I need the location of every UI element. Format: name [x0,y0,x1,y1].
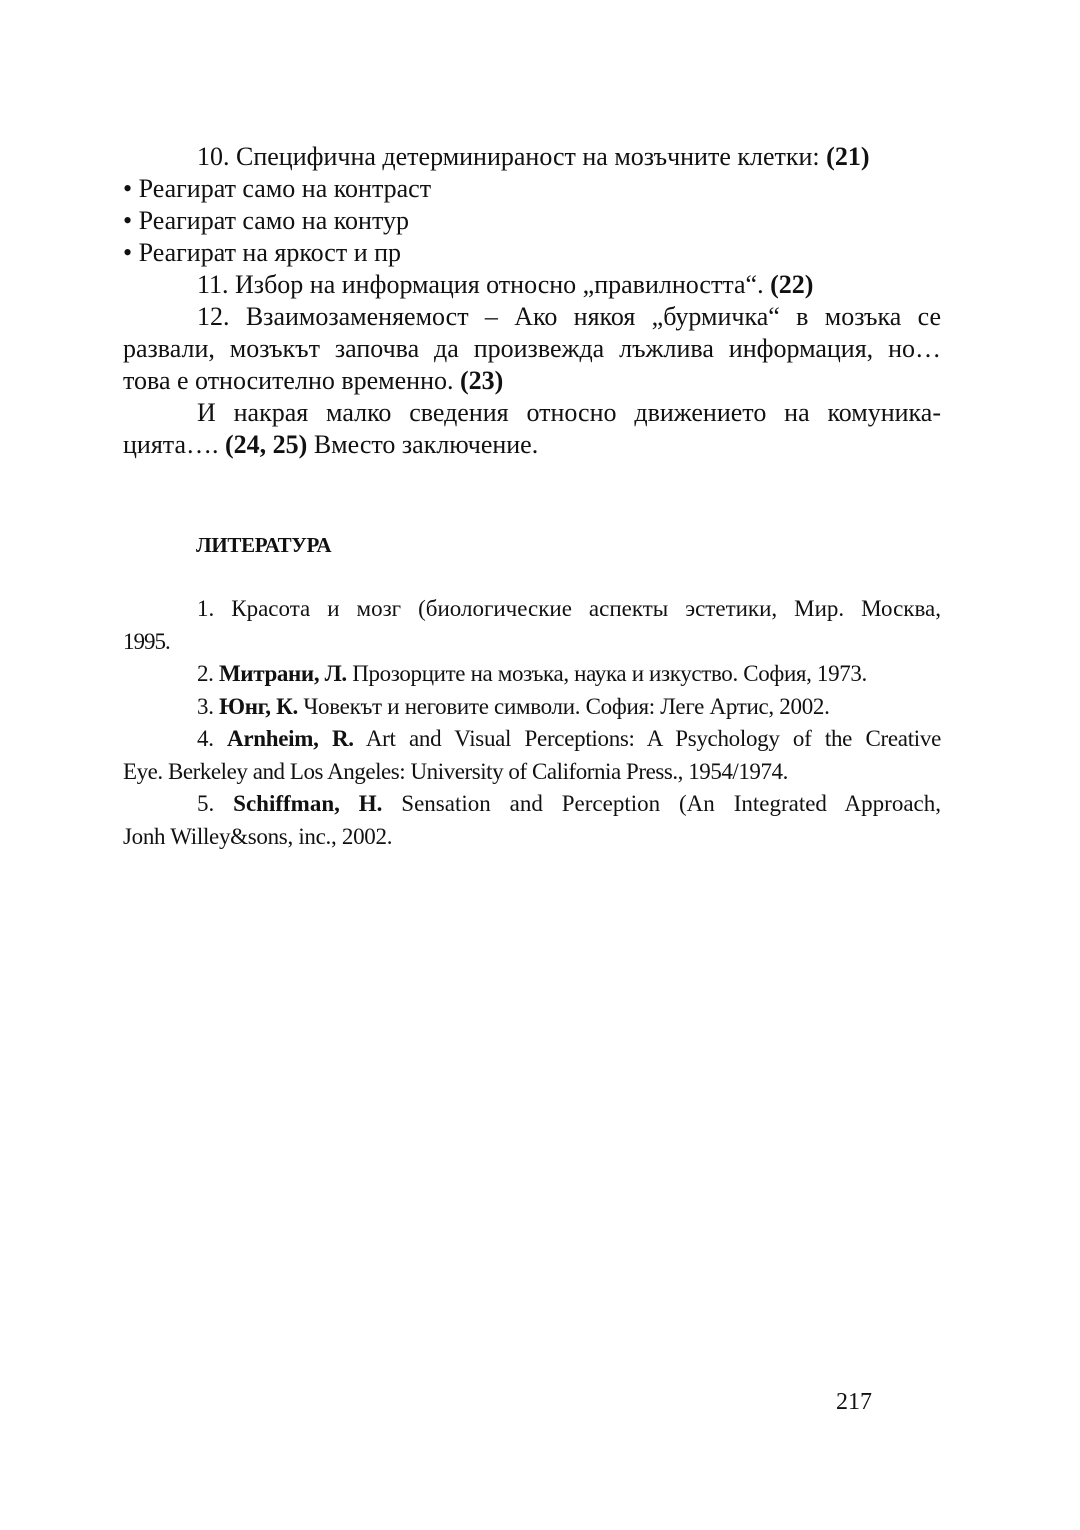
citation-ref: (24, 25) [225,430,308,459]
closing-paragraph-line-2: цията…. (24, 25) Вместо заключение. [123,430,539,459]
bullet-item: • Реагират само на контур [123,206,409,235]
paragraph-12-line-1: 12. Взаимозаменяемост – Ако някоя „бурмичка“ в мозъка се [197,302,941,331]
paragraph-11: 11. Избор на информация относно „правилността“. (22) [197,270,814,299]
citation-ref: (23) [460,366,504,395]
bullet-item: • Реагират само на контраст [123,174,432,203]
reference-item-1-line-2: 1995. [123,628,170,654]
paragraph-10: 10. Специфична детерминираност на мозъчните клетки: (21) [197,142,870,171]
closing-paragraph-line-1: И накрая малко сведения относно движението на комуника- [197,398,941,427]
references-heading: ЛИТЕРАТУРА [196,533,332,557]
references-list [123,593,941,853]
reference-item-4-line-1: 4. Arnheim, R. Art and Visual Perceptions: A Psychology of the Creative [197,726,941,751]
reference-item-2: 2. Митрани, Л. Прозорците на мозъка, наука и изкуство. София, 1973. [197,661,867,686]
paragraph-12-line-3: това е относително временно. (23) [123,366,504,395]
main-text [123,141,941,461]
reference-author: Митрани, Л. [218,661,347,686]
reference-item-5-line-1: 5. Schiffman, H. Sensation and Perception (An Integrated Approach, [197,791,941,816]
citation-ref: (22) [770,270,814,299]
reference-author: Юнг, К. [219,693,298,719]
paragraph-12-line-2: развали, мозъкът започва да произвежда лъжлива информация, но… [123,334,941,363]
reference-author: Schiffman, H. [233,791,383,816]
citation-ref: (21) [826,142,870,171]
reference-item-1-line-1: 1. Красота и мозг (биологические аспекты эстетики, Мир. Москва, [197,596,941,621]
bullet-item: • Реагират на яркост и пр [123,238,402,267]
reference-item-4-line-2: Eye. Berkeley and Los Angeles: University of California Press., 1954/1974. [123,758,788,784]
reference-author: Arnheim, R. [227,726,354,751]
reference-item-3: 3. Юнг, К. Човекът и неговите символи. София: Леге Артис, 2002. [197,693,830,719]
page-number: 217 [836,1389,872,1415]
reference-item-5-line-2: Jonh Willey&sons, inc., 2002. [123,823,393,849]
